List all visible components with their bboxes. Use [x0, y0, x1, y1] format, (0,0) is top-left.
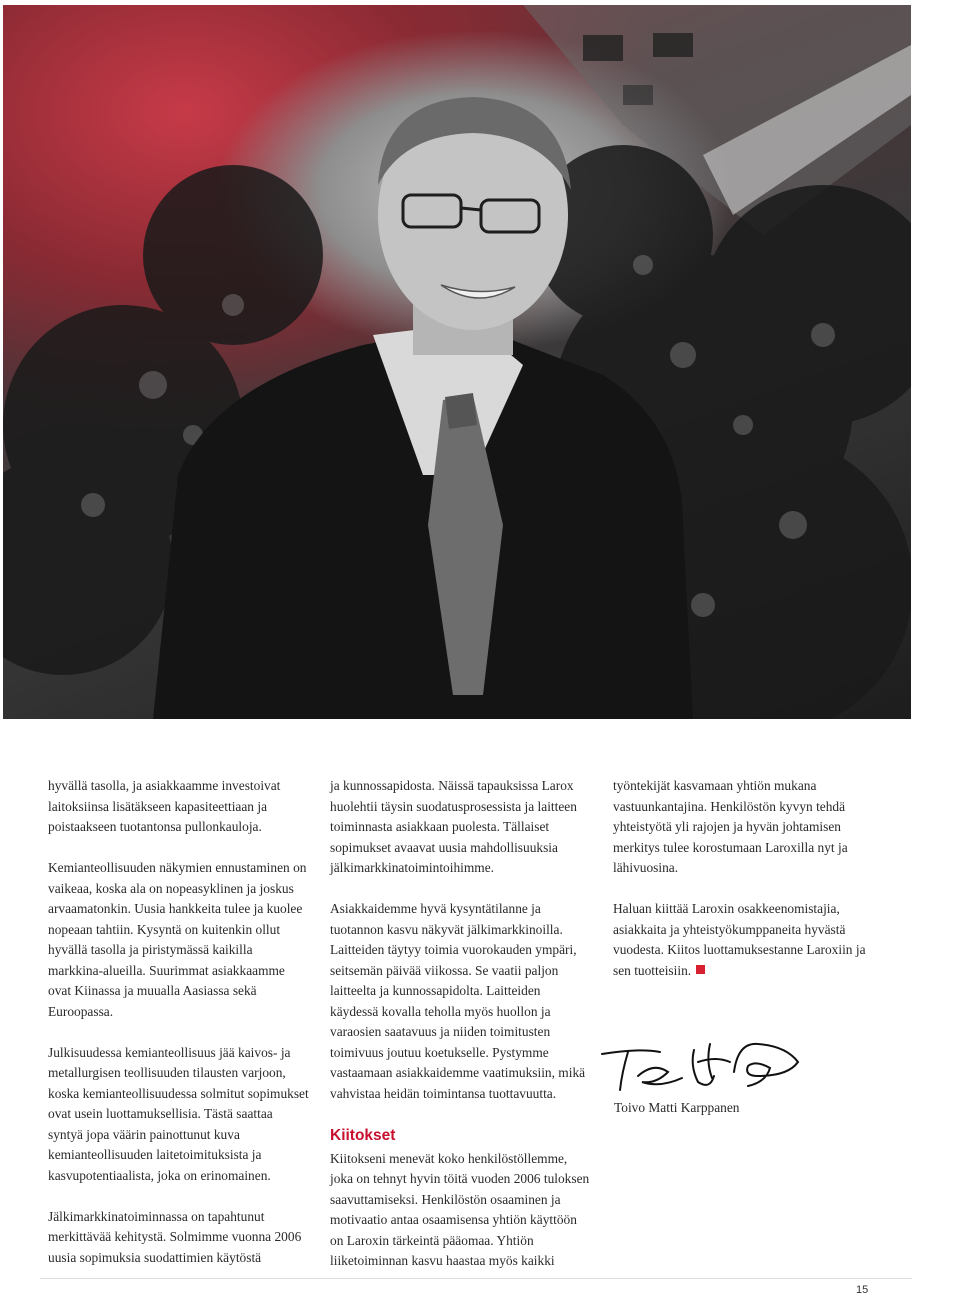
paragraph: Jälkimarkkinatoiminnassa on tapahtunut merkittävää kehitystä. Solmimme vuonna 2006 uusia sopimuksia suodattimien käytöstä [48, 1208, 302, 1265]
paragraph: Kiitokseni menevät koko henkilöstöllemme, joka on tehnyt hyvin töitä vuoden 2006 tuloksen saavuttamiseksi. Henkilöstön osaaminen ja motivaatio antaa osaamisensa yhtiön käyttöön on Laroxin tärkeintä pääomaa. Yhtiön liiketoiminnan kasvu haastaa myös kaikki [330, 1150, 590, 1268]
signer-name: Toivo Matti Karppanen [614, 1100, 740, 1115]
signature-image [598, 1032, 808, 1094]
text-column-2 [330, 776, 592, 1292]
paragraph: Julkisuudessa kemianteollisuus jää kaivos- ja metallurgisen teollisuuden tilausten varjoon, koska kemianteollisuudessa solmitut sopimukset ovat usein luottamuksellisia. Tästä saattaa syntyä jopa väärin painottunut kuva kemianteollisuuden laitetoimituksista ja kasvupotentiaalista, joka on erinomainen. [48, 1044, 309, 1183]
end-mark-icon [696, 965, 705, 974]
section-heading: Kiitokset [330, 1126, 396, 1144]
portrait-illustration [3, 5, 911, 719]
paragraph-text: Haluan kiittää Laroxin osakkeenomistajia, asiakkaita ja yhteistyökumppaneita hyvästä vuodesta. Kiitos luottamuksestanne Laroxiin ja sen tuotteisiin. [613, 901, 866, 978]
paragraph: Kemianteollisuuden näkymien ennustaminen on vaikeaa, koska ala on nopeasyklinen ja joskus arvaamatonkin. Uusia hankkeita tulee ja kuolee nopeaan tahtiin. Kysyntä on kuitenkin ollut hyvällä tasolla ja piristymässä kaikilla markkina-alueilla. Suurimmat asiakkaamme ovat Kiinassa ja muualla Aasiassa sekä Euroopassa. [48, 860, 307, 1019]
page-number: 15 [856, 1284, 869, 1296]
paragraph: työntekijät kasvamaan yhtiön mukana vastuunkantajina. Henkilöstön kyvyn tehdä yhteistyötä yli rajojen ja hyvän johtamisen merkitys tulee korostumaan Laroxilla nyt ja lähivuosina. [613, 778, 848, 875]
paragraph: ja kunnossapidosta. Näissä tapauksissa Larox huolehtii täysin suodatusprosessista ja laitteen toiminnasta asiakkaan puolesta. Tällaiset sopimukset avaavat uusia mahdollisuuksia jälkimarkkinatoimintoihimme. [330, 778, 577, 875]
paragraph: Asiakkaidemme hyvä kysyntätilanne ja tuotannon kasvu näkyvät jälkimarkkinoilla. Laitteiden täytyy toimia vuorokauden ympäri, seitsemän päivää viikossa. Se vaatii paljon laitteelta ja kunnossapidolta. Laitteiden käydessä kovalla teholla myös huollon ja varaosien saatavuus ja niiden toimitusten toimivuus joutuu koetukselle. Pystymme vastaamaan asiakkaidemme vaatimuksiin, mikä vahvistaa heidän toimintansa tuottavuutta. [330, 901, 586, 1101]
text-column-3 [613, 776, 883, 1002]
footer-divider [40, 1278, 912, 1279]
text-column-1 [48, 776, 310, 1289]
portrait-photo [3, 5, 911, 719]
paragraph-with-end-mark [613, 899, 883, 981]
paragraph: hyvällä tasolla, ja asiakkaamme investoivat laitoksiinsa lisätäkseen kapasiteettiaan ja poistaakseen tuotantonsa pullonkauloja. [48, 778, 281, 834]
